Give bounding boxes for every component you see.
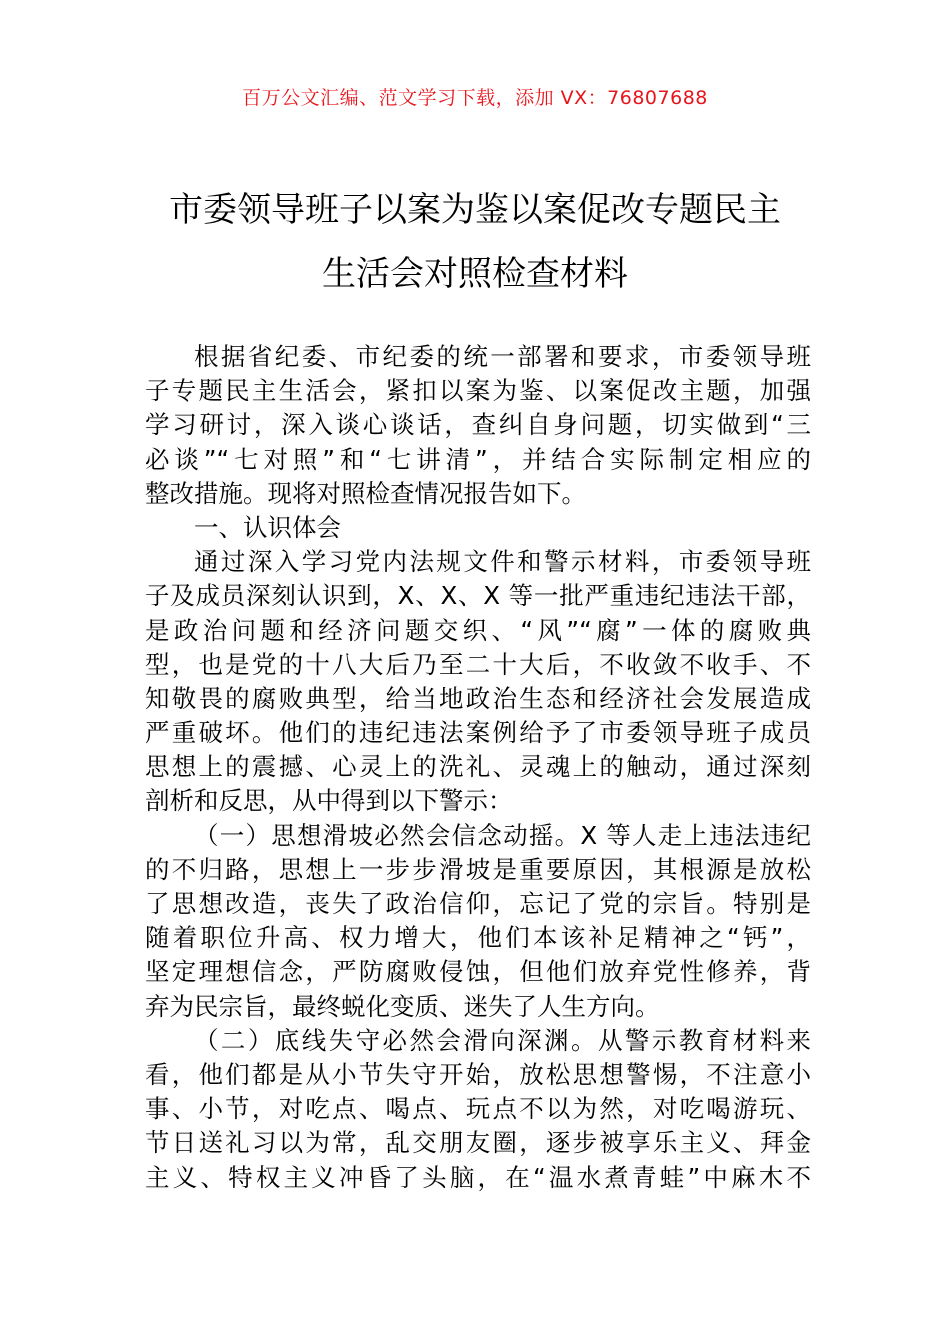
- paragraph-line: 主义、特权主义冲昏了头脑，在“温水煮青蛙”中麻木不: [145, 1162, 811, 1192]
- paragraph-line: 学习研讨，深入谈心谈话，查纠自身问题，切实做到“三: [145, 410, 811, 440]
- document-title: [100, 178, 850, 306]
- paragraph-line: 坚定理想信念，严防腐败侵蚀，但他们放弃党性修养，背: [145, 957, 811, 987]
- paragraph-line: 思想上的震撼、心灵上的洗礼、灵魂上的触动，通过深刻: [145, 752, 811, 782]
- header-banner: 百万公文汇编、范文学习下载，添加 VX：76807688: [242, 87, 708, 109]
- paragraph-line: 节日送礼习以为常，乱交朋友圈，逐步被享乐主义、拜金: [145, 1128, 811, 1158]
- title-line-1: 市委领导班子以案为鉴以案促改专题民主: [169, 190, 781, 230]
- paragraph-line: 剖析和反思，从中得到以下警示：: [145, 786, 513, 816]
- paragraph-line: 通过深入学习党内法规文件和警示材料，市委领导班: [194, 547, 811, 577]
- paragraph-line: 是政治问题和经济问题交织、“风”“腐”一体的腐败典: [145, 615, 811, 645]
- paragraph-line: （一）思想滑坡必然会信念动摇。X 等人走上违法违纪: [194, 820, 811, 850]
- paragraph-line: 必谈”“七对照”和“七讲清”，并结合实际制定相应的: [145, 444, 811, 474]
- paragraph-line: 了思想改造，丧失了政治信仰，忘记了党的宗旨。特别是: [145, 889, 811, 918]
- paragraph-line: 事、小节，对吃点、喝点、玩点不以为然，对吃喝游玩、: [145, 1094, 811, 1124]
- paragraph-line: 子及成员深刻认识到，X、X、X 等一批严重违纪违法干部，: [145, 581, 811, 611]
- paragraph-line: 知敬畏的腐败典型，给当地政治生态和经济社会发展造成: [145, 683, 811, 713]
- paragraph-line: 型，也是党的十八大后乃至二十大后，不收敛不收手、不: [145, 649, 811, 679]
- section-heading: 一、认识体会: [194, 512, 341, 542]
- paragraph-line: 子专题民主生活会，紧扣以案为鉴、以案促改主题，加强: [145, 376, 811, 406]
- paragraph-line: 严重破坏。他们的违纪违法案例给予了市委领导班子成员: [145, 718, 811, 748]
- paragraph-line: 根据省纪委、市纪委的统一部署和要求，市委领导班: [194, 342, 811, 371]
- paragraph-line: 随着职位升高、权力增大，他们本该补足精神之“钙”，: [145, 923, 811, 953]
- paragraph-line: 的不归路，思想上一步步滑坡是重要原因，其根源是放松: [145, 854, 811, 884]
- document-body: [145, 340, 811, 1195]
- title-line-2: 生活会对照检查材料: [322, 254, 628, 294]
- paragraph-line: 整改措施。现将对照检查情况报告如下。: [145, 478, 586, 508]
- paragraph-line: （二）底线失守必然会滑向深渊。从警示教育材料来: [194, 1025, 811, 1055]
- paragraph-line: 看，他们都是从小节失守开始，放松思想警惕，不注意小: [145, 1059, 811, 1089]
- paragraph-line: 弃为民宗旨，最终蜕化变质、迷失了人生方向。: [145, 991, 660, 1021]
